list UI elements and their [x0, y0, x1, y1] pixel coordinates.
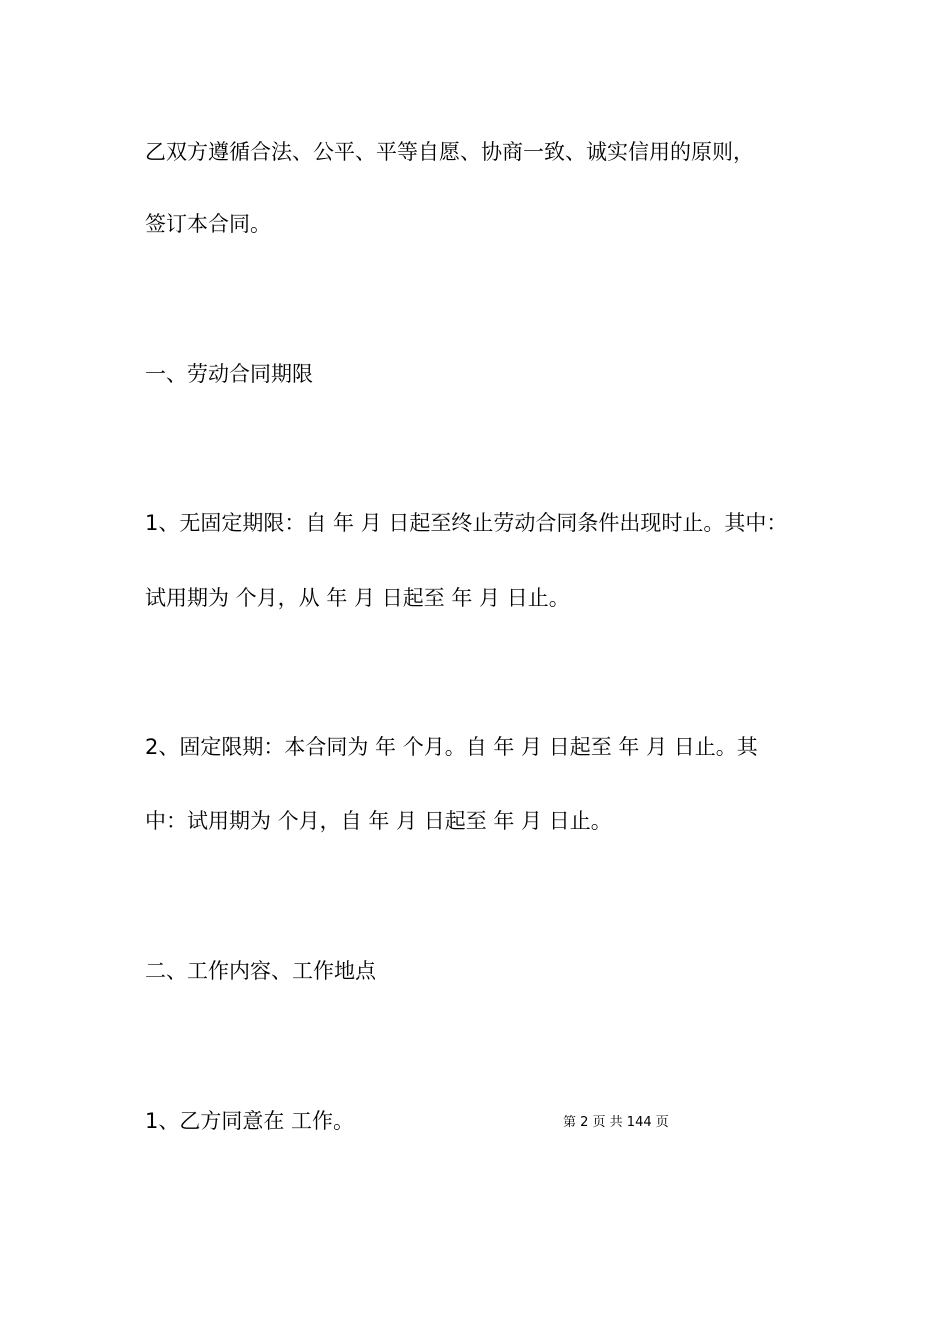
page-number-footer: 第 2 页 共 144 页 [563, 1115, 669, 1130]
paragraph-line: 中：试用期为 个月，自 年 月 日起至 年 月 日止。 [145, 809, 612, 833]
paragraph-line: 1、无固定期限：自 年 月 日起至终止劳动合同条件出现时止。其中： [145, 511, 788, 535]
section-heading: 二、工作内容、工作地点 [145, 959, 376, 983]
paragraph-line: 签订本合同。 [145, 212, 271, 236]
paragraph-line: 2、固定限期：本合同为 年 个月。自 年 月 日起至 年 月 日止。其 [145, 735, 758, 759]
paragraph-line: 试用期为 个月，从 年 月 日起至 年 月 日止。 [145, 586, 570, 610]
paragraph-line: 乙双方遵循合法、公平、平等自愿、协商一致、诚实信用的原则， [145, 140, 754, 164]
section-heading: 一、劳动合同期限 [145, 362, 313, 386]
paragraph-line: 1、乙方同意在 工作。 [145, 1109, 355, 1133]
